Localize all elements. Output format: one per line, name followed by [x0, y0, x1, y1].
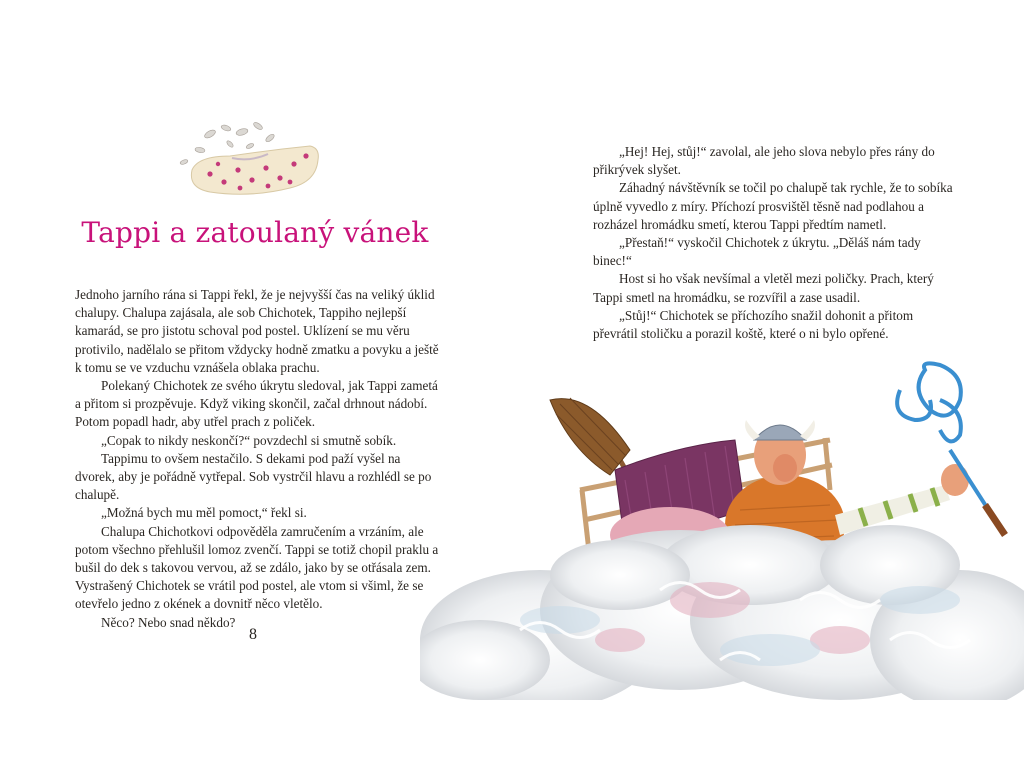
- page-number: 8: [249, 626, 257, 643]
- pillow-illustration: [170, 120, 330, 200]
- paragraph: Host si ho však nevšímal a vletěl mezi poličky. Prach, který Tappi smetl na hromádku, se rozvířil a zase usadil.: [593, 271, 934, 305]
- paragraph: „Hej! Hej, stůj!“ zavolal, ale jeho slova nebylo přes rány do přikrývek slyšet.: [593, 144, 935, 178]
- paragraph: Chalupa Chichotkovi odpověděla zamručením a vrzáním, ale potom všechno přehlušil lomoz zvenčí. Tappi se totiž chopil praklu a bušil do dek s takovou vervou, až se zdálo, jako by se otřásala zem. Vystrašený Chichotek se vrátil pod postel, ale vtom si všiml, že se otevřelo jedno z okének a dovnitř něco vletělo.: [75, 523, 439, 612]
- left-body-text: [75, 286, 440, 632]
- viking-in-bed-illustration: [420, 340, 1024, 700]
- story-title: Tappi a zatoulaný vánek: [81, 216, 429, 249]
- paragraph: Polekaný Chichotek ze svého úkrytu sledoval, jak Tappi zametá a přitom si prozpěvuje. Když viking skončil, začal drhnout nádobí. Potom popadl hadr, aby utřel prach z poliček.: [75, 378, 438, 430]
- paragraph: Záhadný návštěvník se točil po chalupě tak rychle, že to sobíka úplně vyvedlo z míry. Příchozí prosvištěl těsně nad podlahou a rozházel hromádku smetí, kterou Tappi předtím nametl.: [593, 180, 953, 232]
- paragraph: „Možná bych mu měl pomoct,“ řekl si.: [101, 505, 307, 521]
- paragraph: Tappimu to ovšem nestačilo. S dekami pod paží vyšel na dvorek, aby je pořádně vytřepal. Sob vystrčil hlavu a rozhlédl se po chalupě.: [75, 450, 432, 503]
- paragraph: Jednoho jarního rána si Tappi řekl, že je nejvyšší čas na veliký úklid chalupy. Chalupa zajásala, ale sob Chichotek, Tappiho nejlepší kamarád, se pro jistotu schoval pod postel. Uklízení se mu věru protivilo, nadělalo se přitom vždycky hodně zmatku a povyku a ještě k tomu se ve vzduchu vznášela oblaka prachu.: [75, 287, 439, 375]
- paragraph: „Přestaň!“ vyskočil Chichotek z úkrytu. „Děláš nám tady binec!“: [593, 235, 921, 269]
- paragraph: Něco? Nebo snad někdo?: [101, 614, 236, 630]
- paragraph: „Stůj!“ Chichotek se příchozího snažil dohonit a přitom převrátil stoličku a porazil koště, které o ni bylo opřené.: [593, 307, 914, 342]
- right-body-text: [593, 143, 953, 343]
- paragraph: „Copak to nikdy neskončí?“ povzdechl si smutně sobík.: [101, 432, 397, 448]
